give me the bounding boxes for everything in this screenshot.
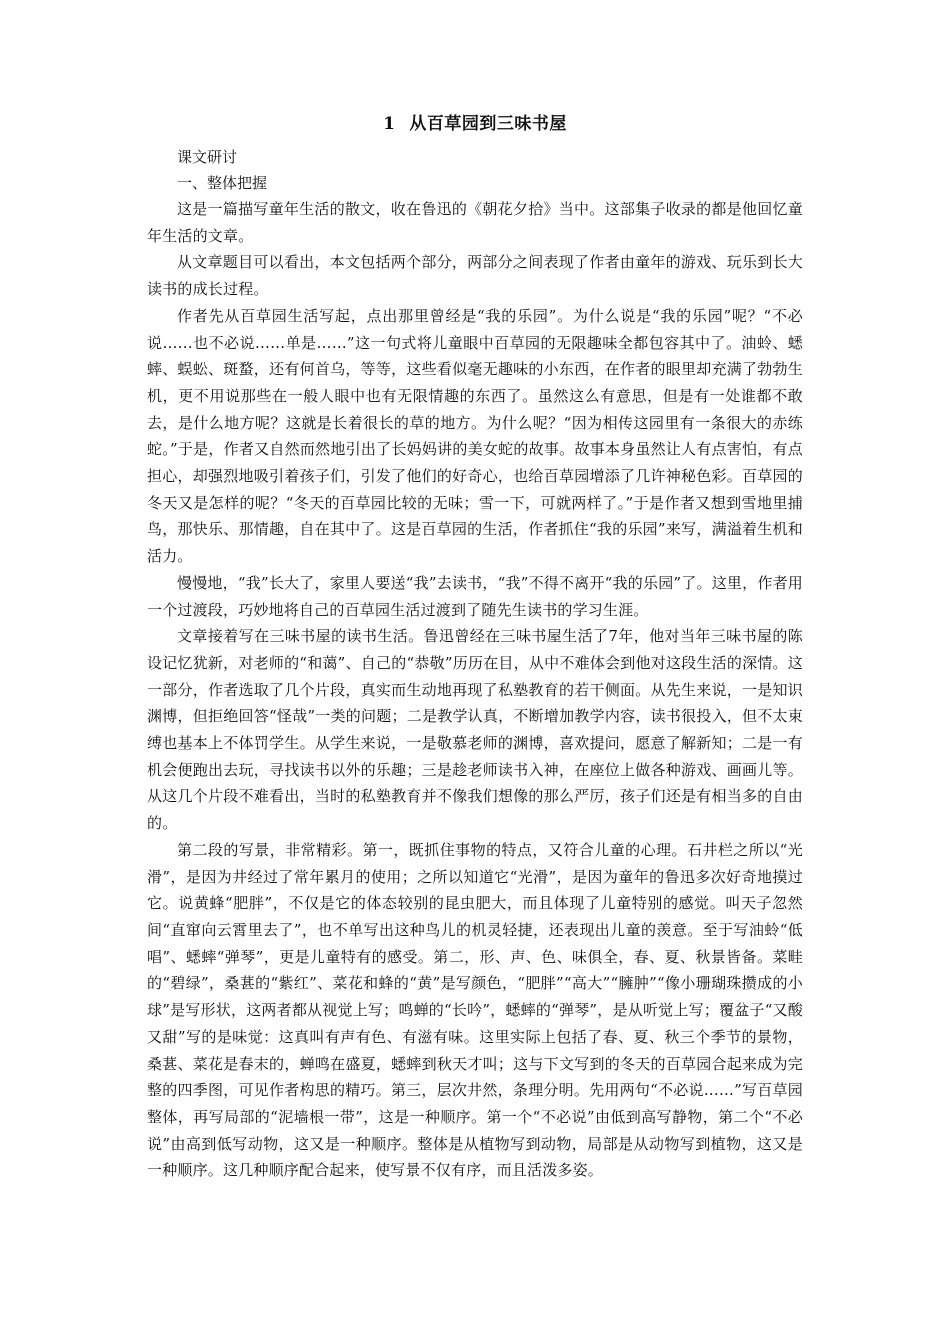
subsection-heading: 一、整体把握 bbox=[177, 174, 268, 192]
paragraph-sanweishuwu: 文章接着写在三味书屋的读书生活。鲁迅曾经在三味书屋生活了7年，他对当年三味书屋的陈设记忆犹新，对老师的“和蔼”、自己的“恭敬”历历在目，从中不难体会到他对这段生活的深情。这一部分，作者选取了几个片段，真实而生动地再现了私塾教育的若干侧面。从先生来说，一是知识渊博，但拒绝回答“怪哉”一类的问题；二是教学认真，不断增加教学内容，读书很投入，但不太束缚也基本上不体罚学生。从学生来说，一是敬慕老师的渊博，喜欢提问，愿意了解新知；二是一有机会便跑出去玩，寻找读书以外的乐趣；三是趁老师读书入神，在座位上做各种游戏、画画儿等。从这几个片段不难看出，当时的私塾教育并不像我们想像的那么严厉，孩子们还是有相当多的自由的。 bbox=[147, 627, 803, 833]
paragraph-intro: 这是一篇描写童年生活的散文，收在鲁迅的《朝花夕拾》当中。这部集子收录的都是他回忆童年生活的文章。 bbox=[147, 200, 803, 245]
paragraph-scenery: 第二段的写景，非常精彩。第一，既抓住事物的特点，又符合儿童的心理。石井栏之所以“光滑”，是因为井经过了常年累月的使用；之所以知道它“光滑”，是因为童年的鲁迅多次好奇地摸过它。说黄蜂“肥胖”，不仅是它的体态较别的昆虫肥大，而且体现了儿童特别的感觉。叫天子忽然间“直窜向云霄里去了”，也不单写出这种鸟儿的机灵轻捷，还表现出儿童的羡意。至于写油蛉“低唱”、蟋蟀“弹琴”，更是儿童特有的感受。第二，形、声、色、味俱全，春、夏、秋景皆备。菜畦的“碧绿”，桑葚的“紫红”、菜花和蜂的“黄”是写颜色，“肥胖”“高大”“臃肿”“像小珊瑚珠攒成的小球”是写形状，这两者都从视觉上写；鸣蝉的“长吟”，蟋蟀的“弹琴”，是从听觉上写；覆盆子“又酸又甜”写的是味觉：这真叫有声有色、有滋有味。这里实际上包括了春、夏、秋三个季节的景物，桑葚、菜花是春末的，蝉鸣在盛夏，蟋蟀到秋天才叫；这与下文写到的冬天的百草园合起来成为完整的四季图，可见作者构思的精巧。第三，层次井然，条理分明。先用两句“不必说……”写百草园整体，再写局部的“泥墙根一带”，这是一种顺序。第一个“不必说”由低到高写静物，第二个“不必说”由高到低写动物，这又是一种顺序。整体是从植物写到动物，局部是从动物写到植物，这又是一种顺序。这几种顺序配合起来，使写景不仅有序，而且活泼多姿。 bbox=[147, 840, 803, 1180]
paragraph-transition: 慢慢地，“我”长大了，家里人要送“我”去读书，“我”不得不离开“我的乐园”了。这里，作者用一个过渡段，巧妙地将自己的百草园生活过渡到了随先生读书的学习生涯。 bbox=[147, 573, 803, 619]
title-text: 从百草园到三味书屋 bbox=[409, 114, 567, 134]
page-title bbox=[147, 112, 803, 136]
paragraph-structure: 从文章题目可以看出，本文包括两个部分，两部分之间表现了作者由童年的游戏、玩乐到长大读书的成长过程。 bbox=[147, 253, 803, 299]
section-heading: 课文研讨 bbox=[177, 148, 238, 166]
title-number: 1 bbox=[383, 114, 396, 134]
paragraph-baicaoyuan: 作者先从百草园生活写起，点出那里曾经是“我的乐园”。为什么说是“我的乐园”呢？“不必说……也不必说……单是……”这一句式将儿童眼中百草园的无限趣味全都包容其中了。油蛉、蟋蟀、蜈蚣、斑蝥，还有何首乌，等等，这些看似毫无趣味的小东西，在作者的眼里却充满了勃勃生机，更不用说那些在一般人眼中也有无限情趣的东西了。虽然这么有意思，但是有一处谁都不敢去，是什么地方呢？这就是长着很长的草的地方。为什么呢？“因为相传这园里有一条很大的赤练蛇。”于是，作者又自然而然地引出了长妈妈讲的美女蛇的故事。故事本身虽然让人有点害怕，有点担心，却强烈地吸引着孩子们，引发了他们的好奇心，也给百草园增添了几许神秘色彩。百草园的冬天又是怎样的呢？“冬天的百草园比较的无味；雪一下，可就两样了。”于是作者又想到雪地里捕鸟，那快乐、那情趣，自在其中了。这是百草园的生活，作者抓住“我的乐园”来写，满溢着生机和活力。 bbox=[147, 306, 803, 566]
document-page bbox=[147, 112, 803, 1184]
